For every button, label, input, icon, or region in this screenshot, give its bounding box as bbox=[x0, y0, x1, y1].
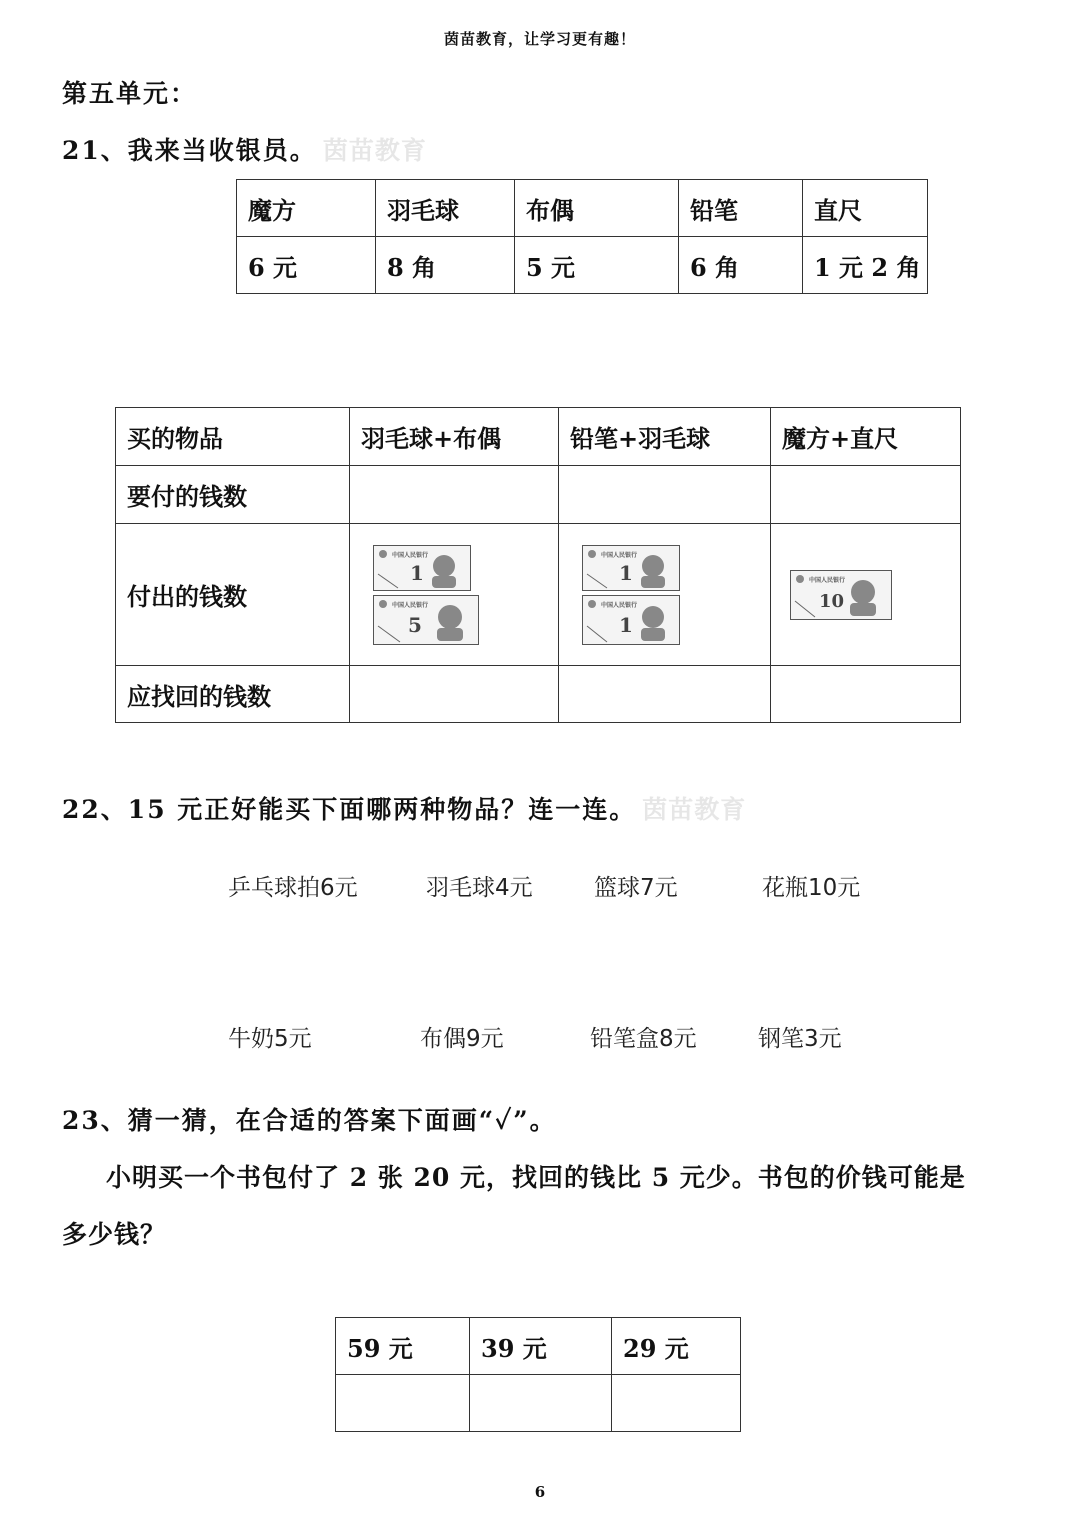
price-table-values-row bbox=[237, 237, 928, 294]
match-item-top[interactable]: 羽毛球4元 bbox=[426, 875, 533, 901]
price-item: 铅笔 bbox=[679, 180, 803, 237]
banknote-denomination: 5 bbox=[408, 612, 422, 637]
page-number: 6 bbox=[534, 1483, 546, 1501]
banknote-emblem-icon bbox=[379, 550, 387, 558]
answer-blank[interactable] bbox=[559, 666, 771, 723]
portrait-shoulders-icon bbox=[850, 603, 876, 616]
question-23-paragraph-line1: 小明买一个书包付了 2 张 20 元，找回的钱比 5 元少。书包的价钱可能是 bbox=[106, 1163, 966, 1192]
price-item: 魔方 bbox=[237, 180, 376, 237]
check-mark-cell[interactable] bbox=[612, 1375, 741, 1432]
question-23-heading bbox=[62, 1101, 557, 1137]
question-21-watermark: 茵苗教育 bbox=[322, 136, 427, 165]
portrait-shoulders-icon bbox=[437, 628, 463, 641]
question-22-heading bbox=[62, 790, 746, 826]
banknote-caption: 中国人民银行 bbox=[392, 601, 429, 609]
question-23-paragraph-line2: 多少钱？ bbox=[62, 1220, 167, 1249]
portrait-icon bbox=[642, 606, 664, 628]
match-item-top[interactable]: 花瓶10元 bbox=[762, 875, 861, 901]
cashier-change-row bbox=[116, 666, 961, 723]
question-23-number: 23、 bbox=[62, 1106, 128, 1135]
portrait-icon bbox=[438, 605, 462, 629]
banknote-icon bbox=[373, 545, 471, 591]
portrait-icon bbox=[851, 580, 875, 604]
banknote-denomination: 1 bbox=[619, 612, 633, 637]
price-value: 1 元 2 角 bbox=[803, 237, 928, 294]
answer-option: 59 元 bbox=[336, 1318, 470, 1375]
answer-blank[interactable] bbox=[771, 466, 961, 524]
banknote-icon bbox=[582, 545, 680, 591]
row-label-paid: 付出的钱数 bbox=[116, 524, 350, 666]
answer-check-row bbox=[336, 1375, 741, 1432]
match-item-bottom[interactable]: 牛奶5元 bbox=[228, 1026, 312, 1052]
cashier-header-cell: 买的物品 bbox=[116, 408, 350, 466]
answer-blank[interactable] bbox=[559, 466, 771, 524]
match-item-bottom[interactable]: 钢笔3元 bbox=[758, 1026, 842, 1052]
portrait-shoulders-icon bbox=[432, 576, 456, 588]
price-item: 布偶 bbox=[515, 180, 679, 237]
cashier-header-cell: 羽毛球+布偶 bbox=[350, 408, 559, 466]
price-table bbox=[236, 179, 928, 294]
banknote-caption: 中国人民银行 bbox=[392, 551, 429, 559]
cashier-header-row bbox=[116, 408, 961, 466]
banknote-caption: 中国人民银行 bbox=[601, 601, 638, 609]
row-label-pay: 要付的钱数 bbox=[116, 466, 350, 524]
price-value: 6 角 bbox=[679, 237, 803, 294]
match-item-top[interactable]: 乒乓球拍6元 bbox=[228, 875, 358, 901]
question-21-text: 我来当收银员。 bbox=[127, 136, 317, 165]
cashier-table bbox=[115, 407, 961, 723]
unit-title: 第五单元： bbox=[62, 79, 198, 108]
check-mark-cell[interactable] bbox=[470, 1375, 612, 1432]
paid-cell-3 bbox=[771, 524, 961, 666]
cashier-header-cell: 铅笔+羽毛球 bbox=[559, 408, 771, 466]
match-item-top[interactable]: 篮球7元 bbox=[594, 875, 678, 901]
paid-cell-2 bbox=[559, 524, 771, 666]
price-value: 5 元 bbox=[515, 237, 679, 294]
cashier-header-cell: 魔方+直尺 bbox=[771, 408, 961, 466]
price-value: 6 元 bbox=[237, 237, 376, 294]
check-mark-cell[interactable] bbox=[336, 1375, 470, 1432]
answer-blank[interactable] bbox=[350, 666, 559, 723]
question-23-text: 猜一猜，在合适的答案下面画“✓”。 bbox=[127, 1106, 557, 1135]
question-22-text: 15 元正好能买下面哪两种物品？连一连。 bbox=[127, 795, 637, 824]
question-22-watermark: 茵苗教育 bbox=[642, 795, 747, 824]
match-item-bottom[interactable]: 铅笔盒8元 bbox=[590, 1026, 697, 1052]
price-table-items-row bbox=[237, 180, 928, 237]
banknote-emblem-icon bbox=[796, 575, 804, 583]
answer-options-row bbox=[336, 1318, 741, 1375]
banknote-icon bbox=[373, 595, 479, 645]
match-item-bottom[interactable]: 布偶9元 bbox=[420, 1026, 504, 1052]
answer-option: 39 元 bbox=[470, 1318, 612, 1375]
answer-blank[interactable] bbox=[350, 466, 559, 524]
portrait-shoulders-icon bbox=[641, 576, 665, 588]
portrait-icon bbox=[433, 555, 455, 577]
banknote-icon bbox=[582, 595, 680, 645]
banknote-denomination: 1 bbox=[410, 560, 424, 585]
question-21-heading bbox=[62, 131, 427, 167]
cashier-paid-row bbox=[116, 524, 961, 666]
price-item: 羽毛球 bbox=[376, 180, 515, 237]
banknote-caption: 中国人民银行 bbox=[601, 551, 638, 559]
answer-blank[interactable] bbox=[771, 666, 961, 723]
page-header: 茵苗教育，让学习更有趣！ bbox=[443, 30, 636, 48]
banknote-denomination: 1 bbox=[619, 560, 633, 585]
paid-cell-1 bbox=[350, 524, 559, 666]
row-label-change: 应找回的钱数 bbox=[116, 666, 350, 723]
banknote-emblem-icon bbox=[588, 550, 596, 558]
portrait-icon bbox=[642, 555, 664, 577]
answer-option: 29 元 bbox=[612, 1318, 741, 1375]
answer-options-table bbox=[335, 1317, 741, 1432]
banknote-emblem-icon bbox=[588, 600, 596, 608]
banknote-caption: 中国人民银行 bbox=[809, 576, 846, 584]
price-item: 直尺 bbox=[803, 180, 928, 237]
banknote-denomination: 10 bbox=[819, 590, 845, 612]
portrait-shoulders-icon bbox=[641, 628, 665, 641]
banknote-emblem-icon bbox=[379, 600, 387, 608]
question-21-number: 21、 bbox=[62, 136, 128, 165]
banknote-icon bbox=[790, 570, 892, 620]
price-value: 8 角 bbox=[376, 237, 515, 294]
cashier-pay-row bbox=[116, 466, 961, 524]
question-22-number: 22、 bbox=[62, 795, 128, 824]
